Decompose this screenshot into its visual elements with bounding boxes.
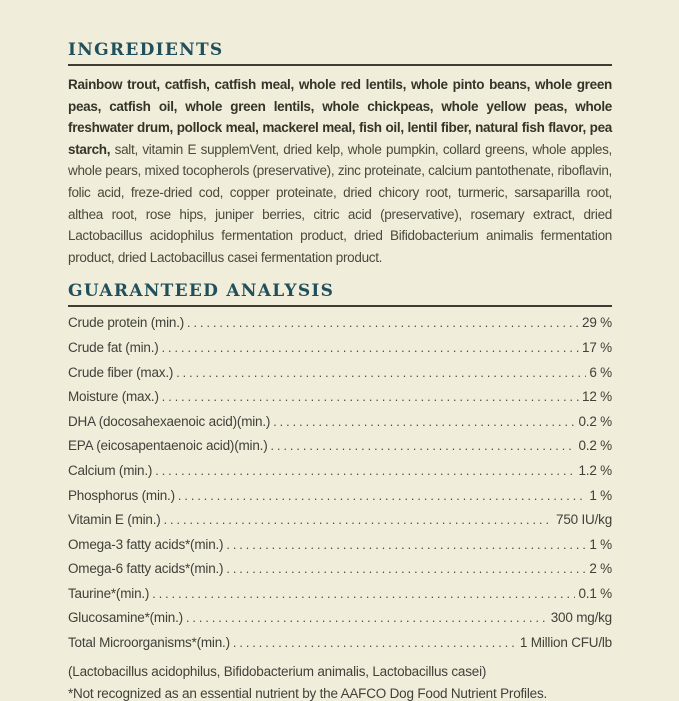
ingredients-primary-list: Rainbow trout, catfish, catfish meal, whole red lentils, whole pinto beans, whole green peas, catfish oil, whole green lentils, whole chickpeas, whole yellow peas, whole freshwater drum, pollock meal, mackerel meal, fish oil, lentil fiber, natural fish flavor, pea starch,: [68, 77, 612, 157]
analysis-row-label: EPA (eicosapentaenoic acid)(min.): [68, 438, 268, 454]
analysis-row-value: 750 IU/kg: [556, 512, 612, 528]
analysis-row-label: Total Microorganisms*(min.): [68, 635, 230, 651]
analysis-row-label: Omega-6 fatty acids*(min.): [68, 561, 224, 577]
analysis-row-value: 1.2 %: [578, 462, 612, 478]
analysis-row-label: Glucosamine*(min.): [68, 610, 183, 626]
analysis-row-value: 1 Million CFU/lb: [519, 635, 612, 651]
analysis-row-value: 0.1 %: [578, 585, 612, 601]
analysis-row: [68, 635, 612, 660]
dot-leader: [271, 438, 576, 453]
dot-leader: [155, 463, 575, 478]
analysis-row-label: Moisture (max.): [68, 389, 159, 405]
analysis-row-value: 1 %: [589, 487, 612, 503]
dot-leader: [162, 389, 579, 404]
guaranteed-analysis-heading: GUARANTEED ANALYSIS: [68, 281, 335, 302]
analysis-row: [68, 414, 612, 439]
analysis-row-label: Calcium (min.): [68, 462, 153, 478]
guaranteed-analysis-divider: [68, 305, 612, 307]
analysis-row-value: 2 %: [589, 561, 612, 577]
analysis-row-label: Omega-3 fatty acids*(min.): [68, 536, 224, 552]
microorganisms-note: (Lactobacillus acidophilus, Bifidobacterium animalis, Lactobacillus casei): [68, 664, 487, 680]
dot-leader: [164, 512, 553, 527]
analysis-table: [68, 315, 612, 659]
analysis-row-value: 12 %: [582, 389, 612, 405]
analysis-row-value: 1 %: [589, 536, 612, 552]
analysis-row: [68, 389, 612, 414]
analysis-row-value: 300 mg/kg: [550, 610, 612, 626]
analysis-row: [68, 586, 612, 611]
guaranteed-analysis-section: [68, 281, 612, 701]
analysis-row-label: Crude protein (min.): [68, 315, 185, 331]
dot-leader: [226, 537, 586, 552]
dot-leader: [178, 488, 586, 503]
ingredients-heading: INGREDIENTS: [68, 40, 224, 60]
dot-leader: [186, 610, 548, 625]
analysis-row-value: 17 %: [582, 339, 612, 355]
analysis-row-label: Crude fat (min.): [68, 339, 159, 355]
analysis-row: [68, 537, 612, 562]
analysis-row-label: Vitamin E (min.): [68, 512, 161, 528]
analysis-row: [68, 315, 612, 340]
analysis-row-value: 29 %: [582, 315, 612, 331]
analysis-row: [68, 561, 612, 586]
analysis-row: [68, 512, 612, 537]
dot-leader: [273, 414, 575, 429]
analysis-row-label: DHA (docosahexaenoic acid)(min.): [68, 413, 271, 429]
analysis-row-label: Phosphorus (min.): [68, 487, 175, 503]
analysis-row-value: 6 %: [589, 364, 612, 380]
ingredients-divider: [68, 64, 612, 66]
dot-leader: [162, 340, 579, 355]
aafco-footnote: *Not recognized as an essential nutrient by the AAFCO Dog Food Nutrient Profiles.: [68, 686, 548, 701]
ingredients-section: [68, 40, 612, 268]
dot-leader: [226, 561, 586, 576]
analysis-row: [68, 488, 612, 513]
dot-leader: [176, 365, 586, 380]
dot-leader: [152, 586, 575, 601]
analysis-row: [68, 365, 612, 390]
ingredients-text: [68, 74, 612, 268]
analysis-row: [68, 438, 612, 463]
ingredients-secondary-list: salt, vitamin E supplemVent, dried kelp, whole pumpkin, collard greens, whole apples, whole pears, mixed tocopherols (preservative), zinc proteinate, calcium pantothenate, riboflavin, folic acid, freze-dried cod, copper proteinate, dried chicory root, turmeric, sarsaparilla root, althea root, rose hips, juniper berries, citric acid (preservative), rosemary extract, dried Lactobacillus acidophilus fermentation product, dried Bifidobacterium animalis fermentation product, dried Lactobacillus casei fermentation product.: [68, 141, 613, 265]
analysis-row: [68, 610, 612, 635]
dot-leader: [187, 315, 579, 330]
analysis-row-value: 0.2 %: [578, 438, 612, 454]
analysis-row: [68, 340, 612, 365]
analysis-row-label: Taurine*(min.): [68, 585, 150, 601]
analysis-row-value: 0.2 %: [578, 413, 612, 429]
analysis-row: [68, 463, 612, 488]
dot-leader: [233, 635, 517, 650]
analysis-row-label: Crude fiber (max.): [68, 364, 174, 380]
